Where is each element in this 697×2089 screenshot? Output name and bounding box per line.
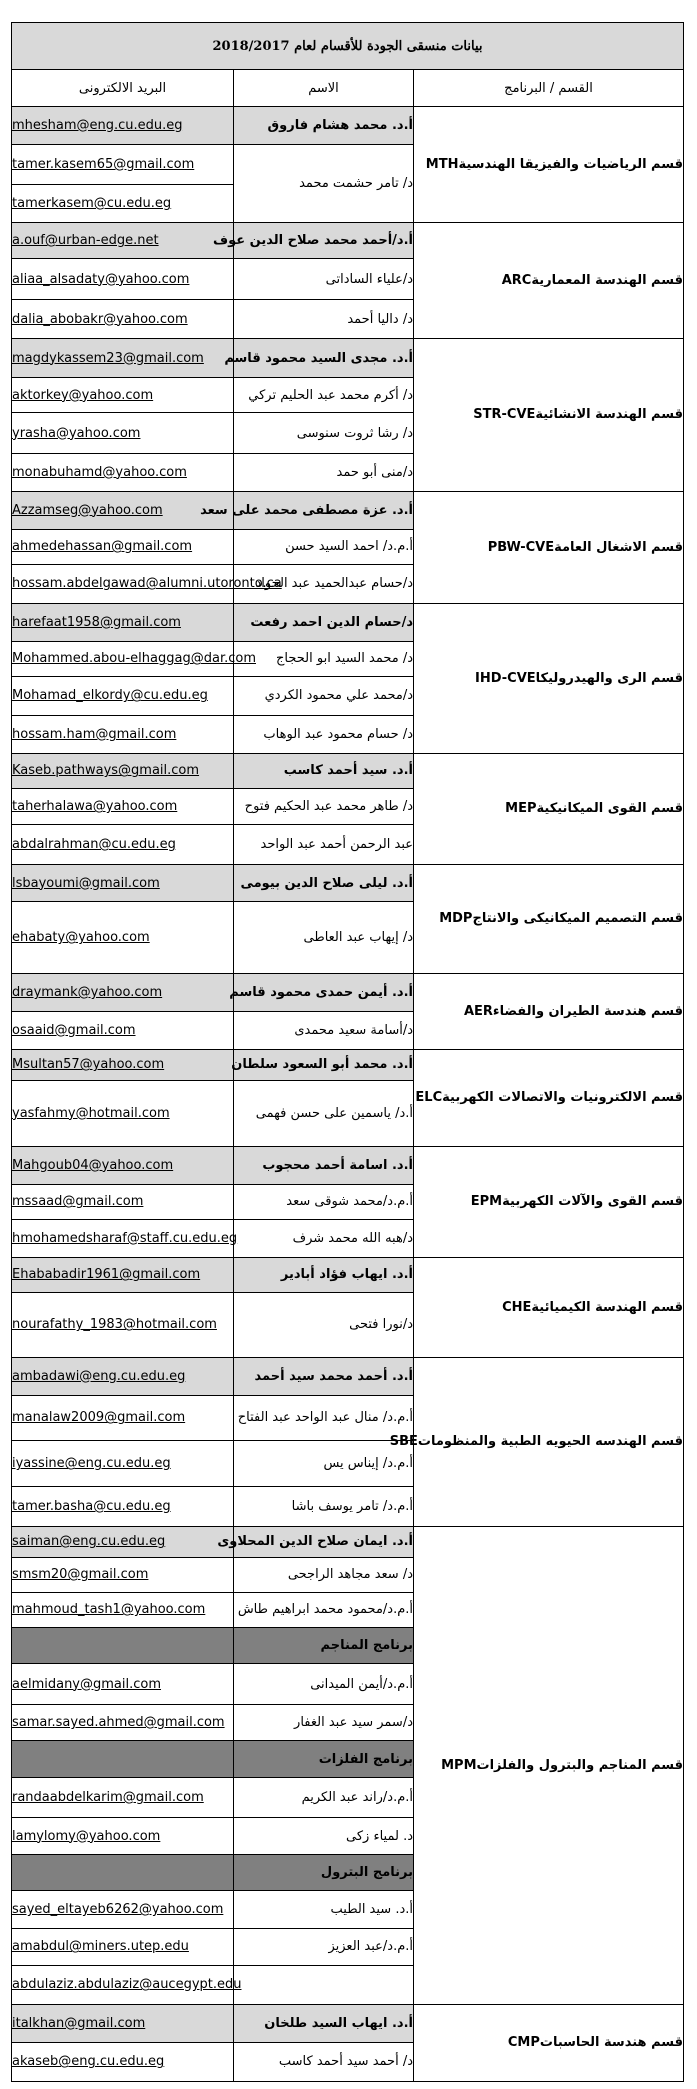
department-name: قسم هندسة الطيران والفضاء [492,1003,683,1019]
department-code: PBW-CVE [487,539,555,555]
email-link[interactable]: draymank@yahoo.com [12,974,234,1012]
department-cell [389,1357,684,1526]
program-email-cell [12,1741,234,1777]
email-link[interactable]: a.ouf@urban-edge.net [12,222,234,258]
department-column-header: القسم / البرنامج [414,70,684,106]
coordinator-name: د/ أكرم محمد عبد الحليم تركي [234,378,414,413]
department-name: قسم الاشغال العامة [554,539,683,555]
email-link[interactable]: Azzamseg@yahoo.com [12,491,234,529]
table-row [12,1049,684,1080]
email-link[interactable]: abdalrahman@cu.edu.eg [12,825,234,864]
coordinator-name: د/ رشا ثروت سنوسى [234,413,414,454]
email-link[interactable]: tamerkasem@cu.edu.eg [12,185,234,223]
email-link[interactable]: Ehababadir1961@gmail.com [12,1257,234,1292]
email-link[interactable]: akaseb@eng.cu.edu.eg [12,2042,234,2081]
email-link[interactable]: harefaat1958@gmail.com [12,603,234,641]
table-row [12,753,684,788]
email-link[interactable]: tamer.kasem65@gmail.com [12,144,234,185]
department-name: قسم الالكترونيات والاتصالات الكهربية [442,1090,683,1106]
coordinator-name: أ.د. اسامة أحمد محجوب [234,1146,414,1184]
coordinator-name: أ.م.د/راند عبد الكريم [234,1777,414,1818]
email-link[interactable]: mahmoud_tash1@yahoo.com [12,1592,234,1627]
department-name: قسم الهندسة المعمارية [531,273,683,289]
email-link[interactable]: abdulaziz.abdulaziz@aucegypt.edu [12,1965,234,2004]
email-link[interactable]: saiman@eng.cu.edu.eg [12,1526,234,1557]
department-code: SBE [389,1434,418,1450]
department-code: CMP [507,2035,540,2051]
coordinator-name: د/ أحمد سيد أحمد كاسب [234,2042,414,2081]
department-cell [414,1146,684,1257]
title-row [12,23,684,70]
coordinator-name: عبد الرحمن أحمد عبد الواحد [234,825,414,864]
coordinator-name: د/نورا فتحى [234,1292,414,1357]
department-name: قسم الرى والهيدروليكا [535,670,683,686]
email-column-header: البريد الالكترونى [12,70,234,106]
department-cell [414,753,684,864]
coordinator-name: د/ محمد السيد ابو الحجاج [234,641,414,676]
email-link[interactable]: ahmedehassan@gmail.com [12,529,234,564]
department-code: MEP [505,801,537,817]
department-code: ELC [415,1090,443,1106]
table-row [12,339,684,378]
email-link[interactable]: lamylomy@yahoo.com [12,1818,234,1854]
department-code: MTH [425,156,459,172]
coordinator-name: د/ داليا أحمد [234,299,414,338]
email-link[interactable]: ambadawi@eng.cu.edu.eg [12,1357,234,1395]
program-email-cell [12,1854,234,1890]
table-row [12,1257,684,1292]
email-link[interactable]: osaaid@gmail.com [12,1011,234,1049]
department-name: قسم الهندسة الانشائية [535,407,683,423]
department-name: قسم هندسة الحاسبات [539,2035,683,2051]
coordinator-name: أ.د. محمد أبو السعود سلطان [234,1049,414,1080]
email-link[interactable]: taherhalawa@yahoo.com [12,788,234,824]
email-link[interactable]: Mohammed.abou-elhaggag@dar.com [12,641,234,676]
table-row [12,1146,684,1184]
coordinator-name: أ.م.د/ منال عبد الواحد عبد الفتاح [234,1395,414,1441]
coordinator-name: د/ سعد مجاهد الراجحى [234,1557,414,1592]
email-link[interactable]: smsm20@gmail.com [12,1557,234,1592]
email-link[interactable]: hmohamedsharaf@staff.cu.edu.eg [12,1219,234,1257]
department-name: قسم التصميم الميكانيكى والانتاج [472,911,683,927]
coordinator-name: أ.د. ايمان صلاح الدين المحلاوى [234,1526,414,1557]
program-label: برنامج المناجم [234,1627,414,1663]
program-label: برنامج البترول [234,1854,414,1890]
email-link[interactable]: tamer.basha@cu.edu.eg [12,1487,234,1526]
coordinator-name: أ.م.د/ تامر يوسف باشا [234,1487,414,1526]
department-cell [414,1257,684,1357]
coordinator-name: أ.د. عزة مصطفى محمد على سعد [234,491,414,529]
email-link[interactable]: hossam.abdelgawad@alumni.utoronto.ca [12,564,234,603]
email-link[interactable]: iyassine@eng.cu.edu.eg [12,1441,234,1487]
coordinator-name: د/ إيهاب عبد العاطى [234,902,414,974]
email-link[interactable]: randaabdelkarim@gmail.com [12,1777,234,1818]
department-code: STR-CVE [473,407,536,423]
department-name: قسم القوى والآلات الكهربية [502,1194,683,1210]
email-link[interactable]: aelmidany@gmail.com [12,1664,234,1705]
department-cell [414,974,684,1050]
department-code: MDP [439,911,473,927]
coordinator-name: أ.د. ايهاب فؤاد أبادير [234,1257,414,1292]
coordinator-name: د/علياء الساداتى [234,259,414,300]
department-code: IHD-CVE [475,670,536,686]
coordinator-name: د/سمر سيد عبد الغفار [234,1704,414,1740]
email-link[interactable]: Kaseb.pathways@gmail.com [12,753,234,788]
email-link[interactable]: aktorkey@yahoo.com [12,378,234,413]
coordinator-name: أ.د. محمد هشام فاروق [234,106,414,144]
table-row [12,974,684,1012]
department-name: قسم الهندسة الكيميائية [531,1299,683,1315]
email-link[interactable]: yrasha@yahoo.com [12,413,234,454]
coordinator-name: أ.د. سيد أحمد كاسب [234,753,414,788]
coordinator-name: أ.م.د/ احمد السيد حسن [234,529,414,564]
email-link[interactable]: dalia_abobakr@yahoo.com [12,299,234,338]
email-link[interactable]: italkhan@gmail.com [12,2004,234,2042]
coordinator-name: أ.م.د/ إيناس يس [234,1441,414,1487]
email-link[interactable]: monabuhamd@yahoo.com [12,453,234,491]
coordinator-name: د/أسامة سعيد محمدى [234,1011,414,1049]
table-row [12,603,684,641]
email-link[interactable]: amabdul@miners.utep.edu [12,1929,234,1965]
department-code: AER [463,1003,493,1019]
coordinator-name: أ.م.د/محمود محمد ابراهيم طاش [234,1592,414,1627]
coordinator-name: أ.د. أحمد محمد سيد أحمد [234,1357,414,1395]
coordinator-name: د/حسام عبدالحميد عبد الجواد [234,564,414,603]
department-code: ARC [501,273,532,289]
department-code: CHE [502,1299,532,1315]
table-row [12,1357,684,1395]
coordinator-name: أ.د. ليلى صلاح الدين بيومى [234,864,414,902]
coordinator-name: د/ حسام محمود عبد الوهاب [234,716,414,754]
email-link[interactable]: Mohamad_elkordy@cu.edu.eg [12,676,234,715]
department-name: قسم القوى الميكانيكية [536,801,683,817]
table-row [12,106,684,144]
page-title: بيانات منسقى الجودة للأقسام لعام 2018/2017 [12,23,684,70]
email-link[interactable]: magdykassem23@gmail.com [12,339,234,378]
email-link[interactable]: manalaw2009@gmail.com [12,1395,234,1441]
email-link[interactable]: Msultan57@yahoo.com [12,1049,234,1080]
coordinator-name: د/هبه الله محمد شرف [234,1219,414,1257]
email-link[interactable]: lsbayoumi@gmail.com [12,864,234,902]
email-link[interactable]: Mahgoub04@yahoo.com [12,1146,234,1184]
header-row [12,70,684,106]
department-name: قسم المناجم والبترول والفلزات [476,1757,683,1773]
coordinator-name: أ.م.د/محمد شوقى سعد [234,1184,414,1219]
email-link[interactable]: mhesham@eng.cu.edu.eg [12,106,234,144]
coordinator-name: د. لمياء زكى [234,1818,414,1854]
coordinator-name: أ.د. ايهاب السيد طلخان [234,2004,414,2042]
coordinator-name: أ.د. سيد الطيب [234,1891,414,1929]
department-cell [414,222,684,338]
department-name: قسم الهندسه الحيويه الطبية والمنظومات [417,1434,683,1450]
department-cell [414,106,684,222]
name-column-header: الاسم [234,70,414,106]
coordinators-table [11,22,684,2082]
email-link[interactable]: mssaad@gmail.com [12,1184,234,1219]
department-cell [414,1526,684,2004]
email-link[interactable]: nourafathy_1983@hotmail.com [12,1292,234,1357]
department-cell [414,2004,684,2081]
department-code: EPM [470,1194,503,1210]
coordinator-name: د/ طاهر محمد عبد الحكيم فتوح [234,788,414,824]
email-link[interactable]: yasfahmy@hotmail.com [12,1080,234,1146]
coordinator-name: أ.د. مجدى السيد محمود قاسم [234,339,414,378]
table-row [12,2004,684,2042]
department-cell [414,864,684,973]
program-email-cell [12,1627,234,1663]
coordinator-name: أ.د. أيمن حمدى محمود قاسم [234,974,414,1012]
department-cell [414,339,684,492]
table-row [12,222,684,258]
program-label: برنامج الفلزات [234,1741,414,1777]
department-code: MPM [441,1757,477,1773]
email-link[interactable]: sayed_eltayeb6262@yahoo.com [12,1891,234,1929]
coordinator-name: د/محمد علي محمود الكردي [234,676,414,715]
department-cell [414,491,684,603]
table-row [12,1526,684,1557]
coordinator-name: أ.م.د/أيمن الميدانى [234,1664,414,1705]
department-cell [414,1049,684,1146]
email-link[interactable]: ehabaty@yahoo.com [12,902,234,974]
coordinator-name: د/منى أبو حمد [234,453,414,491]
department-cell [414,603,684,753]
email-link[interactable]: aliaa_alsadaty@yahoo.com [12,259,234,300]
table-row [12,864,684,902]
email-link[interactable]: samar.sayed.ahmed@gmail.com [12,1704,234,1740]
coordinator-name: أ.د/أحمد محمد صلاح الدين عوف [234,222,414,258]
coordinator-name: أ.م.د/عبد العزيز [234,1929,414,1965]
table-row [12,491,684,529]
coordinator-name: أ.د/ ياسمين على حسن فهمى [234,1080,414,1146]
coordinator-name: د/ تامر حشمت محمد [234,144,414,222]
email-link[interactable]: hossam.ham@gmail.com [12,716,234,754]
department-name: قسم الرياضيات والفيزيقا الهندسية [458,156,683,172]
coordinator-name: د/حسام الدين احمد رفعت [234,603,414,641]
